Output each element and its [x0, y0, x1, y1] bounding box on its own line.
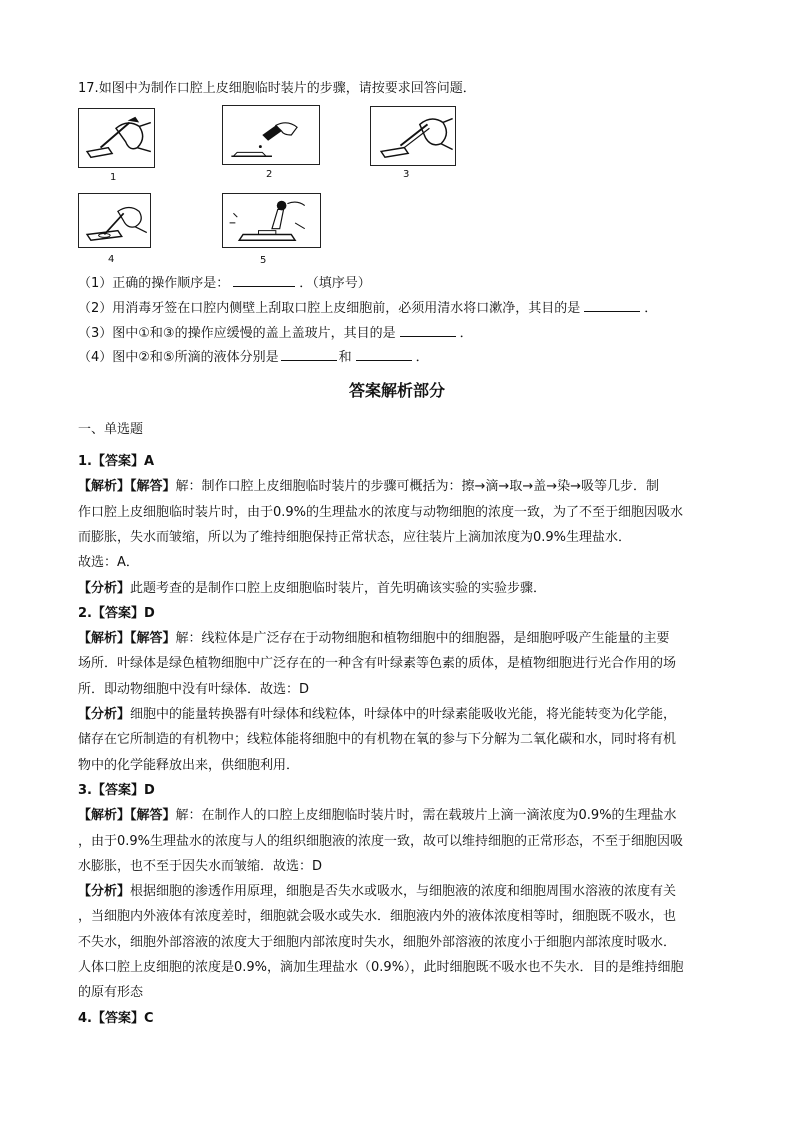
jiexi-line [78, 555, 139, 571]
answer-blank-4b[interactable] [356, 347, 412, 361]
jiexi-line [78, 808, 677, 824]
question-stem [78, 81, 476, 97]
fenxi-text: 不失水，细胞外部溶液的浓度大于细胞内部浓度时失水，细胞外部溶液的浓度小于细胞内部浓度时吸水． [78, 934, 677, 950]
jiexi-text: 解：制作口腔上皮细胞临时装片的步骤可概括为：擦→滴→取→盖→染→吸等几步．制 [175, 479, 659, 495]
answer-line [78, 1011, 154, 1027]
jiexi-text: 故选：A． [78, 555, 139, 571]
answer-blank-2[interactable] [584, 298, 640, 312]
jieda-tag: 【解答】 [130, 631, 176, 647]
figure-step-3 [370, 106, 456, 166]
figure-step-5 [222, 193, 321, 248]
fenxi-line [78, 909, 676, 925]
answer-blank-4a[interactable] [281, 347, 337, 361]
jiexi-text: ，由于0.9%生理盐水的浓度与人的组织细胞液的浓度一致，故可以维持细胞的正常形态，不至于细胞因吸 [78, 833, 684, 849]
fenxi-line [78, 732, 676, 748]
answer-number: 1. [78, 454, 92, 469]
jiexi-tag: 【解析】 [78, 479, 131, 495]
fenxi-tag: 【分析】 [78, 884, 131, 900]
answer-number: 3. [78, 782, 92, 798]
jiexi-tag: 【解析】 [78, 808, 131, 824]
jiexi-text: 解：在制作人的口腔上皮细胞临时装片时，需在载玻片上滴一滴浓度为0.9%的生理盐水 [175, 808, 677, 824]
answer-value: A [144, 454, 155, 469]
figure-label-1: 1 [110, 172, 117, 183]
answer-tag: 【答案】 [91, 454, 144, 469]
fenxi-line [78, 707, 676, 723]
fenxi-line [78, 581, 546, 597]
subquestion-2: （2）用消毒牙签在口腔内侧壁上刮取口腔上皮细胞前，必须用清水将口漱净，其目的是 ． [78, 298, 657, 317]
jiexi-line [78, 530, 631, 546]
pipette-on-slide-illustration [79, 109, 154, 167]
answer-number: 2. [78, 605, 92, 621]
fenxi-line [78, 758, 299, 774]
jiexi-text: 所．即动物细胞中没有叶绿体．故选：D [78, 681, 310, 697]
figure-label-4: 4 [108, 254, 115, 265]
answer-tag: 【答案】 [91, 782, 144, 798]
jieda-tag: 【解答】 [130, 479, 176, 495]
answer-tag: 【答案】 [91, 605, 144, 621]
fenxi-text: 根据细胞的渗透作用原理，细胞是否失水或吸水，与细胞液的浓度和细胞周围水溶液的浓度有关 [130, 884, 677, 900]
dropper-drip-illustration [223, 106, 319, 164]
jiexi-text: 场所．叶绿体是绿色植物细胞中广泛存在的一种含有叶绿素等色素的质体，是植物细胞进行光合作用的场 [78, 656, 677, 672]
staining-absorb-illustration [223, 194, 320, 247]
jiexi-tag: 【解析】 [78, 631, 131, 647]
figure-step-2 [222, 105, 320, 165]
jiexi-line [78, 682, 309, 698]
jiexi-text: 而膨胀，失水而皱缩，所以为了维持细胞保持正常状态，应往装片上滴加浓度为0.9%生理盐水． [78, 529, 632, 545]
answer-tag: 【答案】 [91, 1010, 144, 1026]
jiexi-text: 水膨胀，也不至于因失水而皱缩．故选：D [78, 858, 323, 874]
fenxi-text: ，当细胞内外液体有浓度差时，细胞就会吸水或失水．细胞液内外的液体浓度相等时，细胞既不吸水，也 [78, 909, 677, 925]
figure-step-4 [78, 193, 151, 248]
jiexi-text: 解：线粒体是广泛存在于动物细胞和植物细胞中的细胞器，是细胞呼吸产生能量的主要 [175, 631, 670, 647]
fenxi-text: 人体口腔上皮细胞的浓度是0.9%，滴加生理盐水（0.9%），此时细胞既不吸水也不失水．目的是维持细胞 [78, 960, 684, 975]
answer-line [78, 783, 155, 799]
fenxi-line [78, 960, 684, 976]
fenxi-text: 物中的化学能释放出来，供细胞利用． [78, 757, 300, 773]
answer-blank-3[interactable] [400, 323, 456, 337]
toothpick-smear-illustration [79, 194, 150, 247]
subquestion-4: （4）图中②和⑤所滴的液体分别是 和 ． [78, 347, 429, 366]
subquestion-3: （3）图中①和③的操作应缓慢的盖上盖玻片，其目的是 ． [78, 323, 473, 342]
figure-label-5: 5 [260, 255, 267, 266]
figure-label-2: 2 [266, 169, 273, 180]
answer-value: D [144, 605, 155, 621]
answer-blank-1[interactable] [233, 273, 295, 287]
answer-value: D [144, 782, 155, 798]
question-stem-text: 如图中为制作口腔上皮细胞临时装片的步骤，请按要求回答问题． [98, 81, 476, 96]
answer-number: 4. [78, 1010, 92, 1026]
fenxi-line [78, 985, 143, 1001]
figure-label-3: 3 [403, 169, 410, 180]
answer-section-title: 答案解析部分 [348, 381, 445, 400]
jieda-tag: 【解答】 [130, 808, 176, 824]
subquestion-1: （1）正确的操作顺序是： ．（填序号） [78, 273, 371, 292]
fenxi-text: 的原有形态 [78, 985, 144, 1001]
jiexi-line [78, 505, 683, 521]
tweezers-coverslip-illustration [371, 107, 455, 165]
answer-line [78, 454, 154, 470]
fenxi-text: 此题考查的是制作口腔上皮细胞临时装片，首先明确该实验的实验步骤． [130, 580, 547, 596]
fenxi-tag: 【分析】 [78, 580, 131, 596]
answer-value: C [144, 1010, 154, 1026]
jiexi-line [78, 834, 683, 850]
question-number: 17. [78, 81, 99, 96]
fenxi-line [78, 884, 676, 900]
answer-line [78, 606, 155, 622]
group-heading: 一、单选题 [78, 422, 144, 437]
jiexi-text: 作口腔上皮细胞临时装片时，由于0.9%的生理盐水的浓度与动物细胞的浓度一致，为了不至于细胞因吸水 [78, 504, 684, 520]
figure-step-1 [78, 108, 155, 168]
fenxi-tag: 【分析】 [78, 707, 131, 722]
jiexi-line [78, 631, 670, 647]
jiexi-line [78, 656, 676, 672]
fenxi-text: 储存在它所制造的有机物中；线粒体能将细胞中的有机物在氧的参与下分解为二氧化碳和水，同时将有机 [78, 732, 677, 748]
fenxi-line [78, 935, 676, 951]
jiexi-line [78, 859, 322, 875]
jiexi-line [78, 479, 659, 495]
fenxi-text: 细胞中的能量转换器有叶绿体和线粒体，叶绿体中的叶绿素能吸收光能，将光能转变为化学能， [130, 707, 677, 722]
